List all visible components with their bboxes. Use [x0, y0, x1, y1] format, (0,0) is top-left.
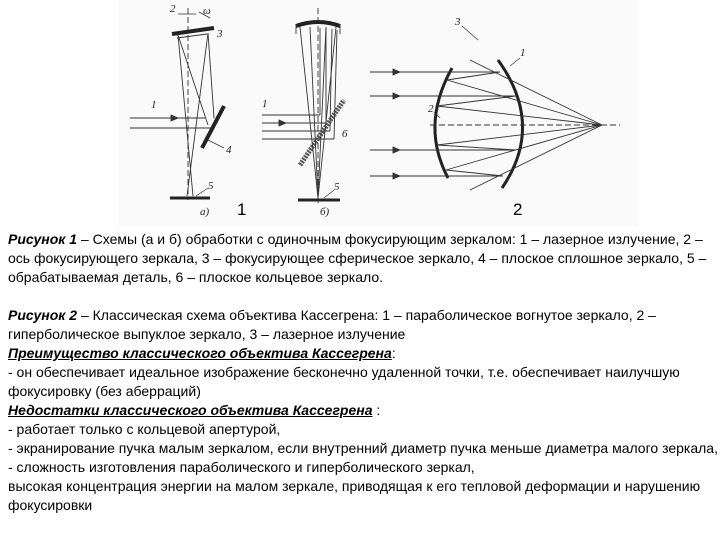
- figure-2-number: 2: [513, 200, 523, 219]
- caption-2-body: – Классическая схема объектива Кассегрена: 1 – параболическое вогнутое зеркало, 2 – гиперболическое выпуклое зеркало, 3 – лазерное излучение: [8, 307, 656, 342]
- label-a-omega: ω: [203, 5, 211, 17]
- disadvantages-heading: [8, 401, 720, 420]
- text-block: [8, 230, 720, 515]
- advantage-item: - он обеспечивает идеальное изображение бесконечно удаленной точки, т.е. обеспечивает наилучшую фокусировку (без аберраций): [8, 364, 680, 399]
- spacer: [8, 287, 720, 306]
- disadvantage-item: высокая концентрация энергии на малом зеркале, приводящая к его тепловой деформации и нарушению фокусировки: [8, 478, 701, 513]
- label-c2: 2: [428, 103, 434, 115]
- label-c3: 3: [455, 16, 461, 28]
- caption-figure-1: [8, 230, 720, 287]
- advantages-heading-suffix: :: [391, 345, 396, 361]
- label-sub-b: б): [320, 206, 330, 218]
- caption-1-lead: Рисунок 1: [8, 231, 78, 247]
- caption-2-lead: Рисунок 2: [8, 307, 78, 323]
- disadvantage-item: - работает только с кольцевой апертурой,: [8, 421, 281, 437]
- disadvantages-heading-suffix: :: [372, 402, 381, 418]
- label-a3: 3: [217, 28, 223, 40]
- caption-figure-2: [8, 306, 720, 344]
- advantages-heading: [8, 344, 720, 363]
- label-b1: 1: [262, 98, 268, 110]
- advantages-heading-text: Преимущество классического объектива Кассегрена: [8, 345, 392, 361]
- label-b6: 6: [342, 128, 348, 140]
- label-b5: 5: [334, 181, 340, 193]
- caption-1-body: – Схемы (а и б) обработки с одиночным фокусирующим зеркалом: 1 – лазерное излучение, 2 – ось фокусирующего зеркала, 3 – фокусирующее сферическое зеркало, 4 – плоское сплошное зеркало, 5 – обрабатываемая деталь, 6 – плоское кольцевое зеркало.: [8, 231, 707, 285]
- label-sub-a: а): [200, 206, 210, 218]
- label-a4: 4: [226, 144, 232, 156]
- label-a5: 5: [208, 180, 214, 192]
- disadvantages-heading-text: Недостатки классического объектива Кассегрена: [8, 402, 373, 418]
- disadvantage-item: - экранирование пучка малым зеркалом, если внутренний диаметр пучка меньше диаметра малого зеркала,: [8, 440, 718, 456]
- figures-panel: [0, 0, 720, 228]
- disadvantage-item: - сложность изготовления параболического и гиперболического зеркал,: [8, 459, 475, 475]
- label-a2: 2: [170, 3, 176, 15]
- label-c1: 1: [520, 47, 526, 59]
- figure-1-number: 1: [237, 200, 247, 219]
- optical-schemes-illustration: [0, 0, 720, 228]
- label-a1: 1: [151, 99, 157, 111]
